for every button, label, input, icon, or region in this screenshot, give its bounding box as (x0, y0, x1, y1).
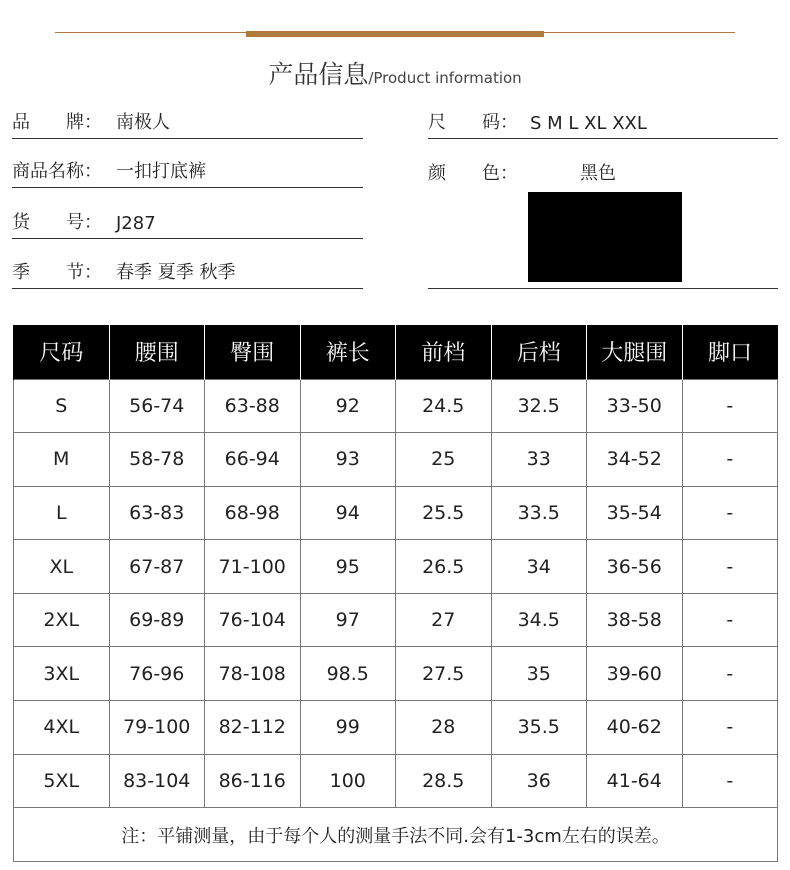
title-chinese: 产品信息 (268, 60, 369, 89)
table-cell: 100 (300, 754, 396, 808)
table-cell: - (682, 754, 778, 808)
table-cell: 93 (300, 433, 396, 487)
table-cell: - (682, 701, 778, 755)
table-row (14, 486, 778, 540)
table-cell: 71-100 (205, 540, 301, 594)
table-cell: - (682, 486, 778, 540)
table-cell: 38-58 (587, 593, 683, 647)
table-cell: 34.5 (491, 593, 587, 647)
table-cell: 34-52 (587, 433, 683, 487)
brand-value: 南极人 (116, 112, 170, 133)
title-english: /Product information (368, 69, 522, 87)
table-row (14, 701, 778, 755)
table-cell: M (14, 433, 110, 487)
header-length: 裤长 (300, 325, 396, 379)
table-cell: 4XL (14, 701, 110, 755)
table-cell: 33-50 (587, 379, 683, 433)
header-waist: 腰围 (109, 325, 205, 379)
info-row-product-name (12, 156, 363, 188)
header-leg-opening: 脚口 (682, 325, 778, 379)
info-row-season (12, 257, 363, 289)
info-row-color-underline (428, 257, 778, 289)
table-row (14, 754, 778, 808)
color-value: 黑色 (580, 163, 616, 184)
table-cell: 99 (300, 701, 396, 755)
color-label: 颜 色： (428, 163, 518, 184)
table-row (14, 647, 778, 701)
info-row-color-label (428, 157, 778, 189)
table-cell: 78-108 (205, 647, 301, 701)
table-cell: 25 (396, 433, 492, 487)
table-note-row (14, 808, 778, 862)
table-cell: 41-64 (587, 754, 683, 808)
table-cell: 56-74 (109, 379, 205, 433)
table-cell: 28 (396, 701, 492, 755)
table-cell: 33 (491, 433, 587, 487)
table-cell: - (682, 540, 778, 594)
table-cell: 82-112 (205, 701, 301, 755)
table-cell: 39-60 (587, 647, 683, 701)
table-cell: 94 (300, 486, 396, 540)
top-accent-bar (246, 31, 544, 37)
table-cell: 63-83 (109, 486, 205, 540)
table-cell: 86-116 (205, 754, 301, 808)
table-cell: 98.5 (300, 647, 396, 701)
table-cell: S (14, 379, 110, 433)
table-cell: XL (14, 540, 110, 594)
table-row (14, 379, 778, 433)
info-row-brand (12, 107, 363, 139)
table-cell: 67-87 (109, 540, 205, 594)
table-row (14, 593, 778, 647)
table-cell: 2XL (14, 593, 110, 647)
season-label: 季 节： (12, 262, 102, 283)
table-cell: - (682, 647, 778, 701)
brand-label: 品 牌： (12, 112, 102, 133)
table-cell: 35 (491, 647, 587, 701)
measurement-note: 注：平铺测量，由于每个人的测量手法不同.会有1-3cm左右的误差。 (14, 808, 778, 862)
table-cell: 97 (300, 593, 396, 647)
header-thigh: 大腿围 (587, 325, 683, 379)
product-name-value: 一扣打底裤 (116, 161, 206, 182)
table-cell: 69-89 (109, 593, 205, 647)
table-cell: 58-78 (109, 433, 205, 487)
size-chart-table (13, 325, 778, 862)
size-value: S M L XL XXL (530, 113, 647, 134)
table-cell: 92 (300, 379, 396, 433)
table-cell: 68-98 (205, 486, 301, 540)
table-row (14, 540, 778, 594)
table-header-row (14, 325, 778, 379)
table-cell: - (682, 433, 778, 487)
item-no-value: J287 (116, 213, 156, 234)
header-front-rise: 前档 (396, 325, 492, 379)
table-cell: 32.5 (491, 379, 587, 433)
table-cell: 63-88 (205, 379, 301, 433)
table-cell: 26.5 (396, 540, 492, 594)
table-cell: 79-100 (109, 701, 205, 755)
header-size: 尺码 (14, 325, 110, 379)
table-cell: L (14, 486, 110, 540)
table-cell: 95 (300, 540, 396, 594)
table-cell: 27.5 (396, 647, 492, 701)
table-cell: 83-104 (109, 754, 205, 808)
table-cell: 36-56 (587, 540, 683, 594)
season-value: 春季 夏季 秋季 (116, 262, 236, 283)
section-title (0, 55, 790, 91)
info-row-size (428, 107, 778, 139)
table-cell: 28.5 (396, 754, 492, 808)
table-cell: 5XL (14, 754, 110, 808)
table-cell: 34 (491, 540, 587, 594)
table-cell: 40-62 (587, 701, 683, 755)
table-cell: 66-94 (205, 433, 301, 487)
size-label: 尺 码： (428, 112, 518, 133)
table-cell: 35-54 (587, 486, 683, 540)
table-cell: 33.5 (491, 486, 587, 540)
table-cell: 36 (491, 754, 587, 808)
product-name-label: 商品名称： (12, 161, 102, 182)
table-cell: - (682, 379, 778, 433)
table-cell: 24.5 (396, 379, 492, 433)
table-cell: 35.5 (491, 701, 587, 755)
table-cell: 3XL (14, 647, 110, 701)
table-cell: 76-96 (109, 647, 205, 701)
table-cell: 27 (396, 593, 492, 647)
item-no-label: 货 号： (12, 212, 102, 233)
table-cell: 76-104 (205, 593, 301, 647)
table-cell: 25.5 (396, 486, 492, 540)
table-row (14, 433, 778, 487)
table-cell: - (682, 593, 778, 647)
info-row-item-no (12, 207, 363, 239)
header-back-rise: 后档 (491, 325, 587, 379)
header-hip: 臀围 (205, 325, 301, 379)
